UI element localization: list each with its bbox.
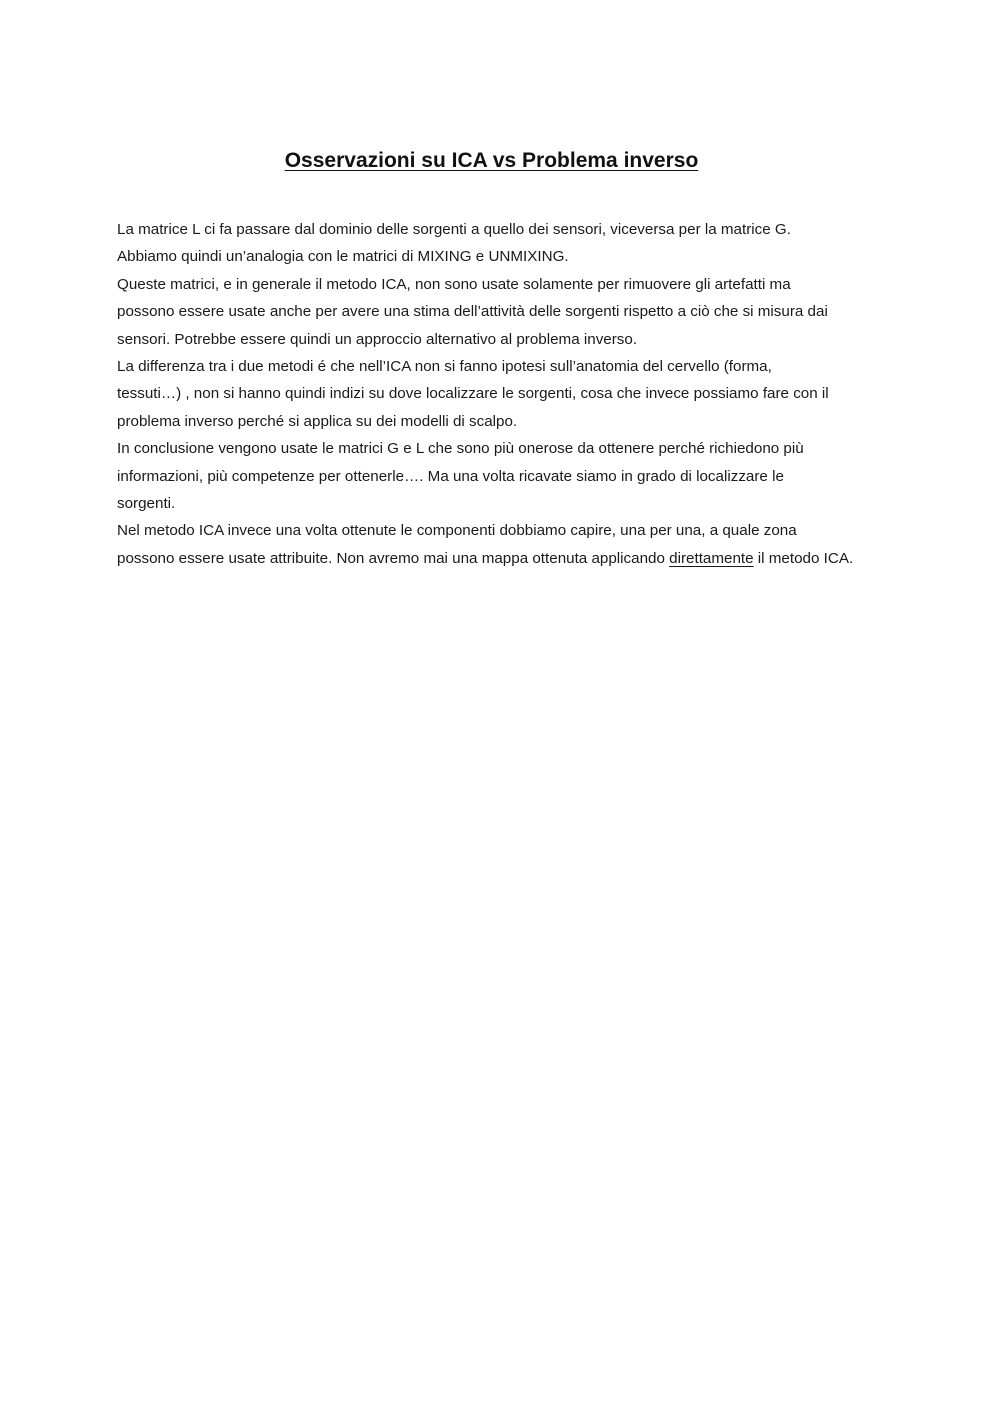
text-line-last [117, 545, 897, 572]
text-line: In conclusione vengono usate le matrici G e L che sono più onerose da ottenere perché richiedono più [117, 440, 804, 458]
text-line: La matrice L ci fa passare dal dominio delle sorgenti a quello dei sensori, viceversa per la matrice G. [117, 221, 791, 238]
underlined-word: direttamente [669, 549, 754, 567]
text-line: problema inverso perché si applica su dei modelli di scalpo. [117, 412, 518, 430]
text-line: possono essere usate anche per avere una stima dell’attività delle sorgenti rispetto a ciò che si misura dai [117, 303, 828, 321]
page-title: Osservazioni su ICA vs Problema inverso [284, 149, 699, 172]
text-line: sensori. Potrebbe essere quindi un approccio alternativo al problema inverso. [117, 330, 638, 348]
text-line: sorgenti. [117, 495, 176, 513]
body-paragraph [117, 216, 897, 572]
text-line: La differenza tra i due metodi é che nell’ICA non si fanno ipotesi sull’anatomia del cervello (forma, [117, 358, 772, 376]
text-line: Abbiamo quindi un’analogia con le matrici di MIXING e UNMIXING. [117, 248, 569, 266]
text-line: Nel metodo ICA invece una volta ottenute le componenti dobbiamo capire, una per una, a quale zona [117, 522, 797, 540]
text-line: Queste matrici, e in generale il metodo ICA, non sono usate solamente per rimuovere gli artefatti ma [117, 275, 791, 293]
text-line: informazioni, più competenze per ottenerle…. Ma una volta ricavate siamo in grado di localizzare le [117, 467, 784, 485]
last-line-after: il metodo ICA. [753, 549, 854, 567]
text-line: tessuti…) , non si hanno quindi indizi su dove localizzare le sorgenti, cosa che invece possiamo fare con il [117, 385, 829, 403]
last-line-before: possono essere usate attribuite. Non avremo mai una mappa ottenuta applicando [117, 549, 670, 567]
